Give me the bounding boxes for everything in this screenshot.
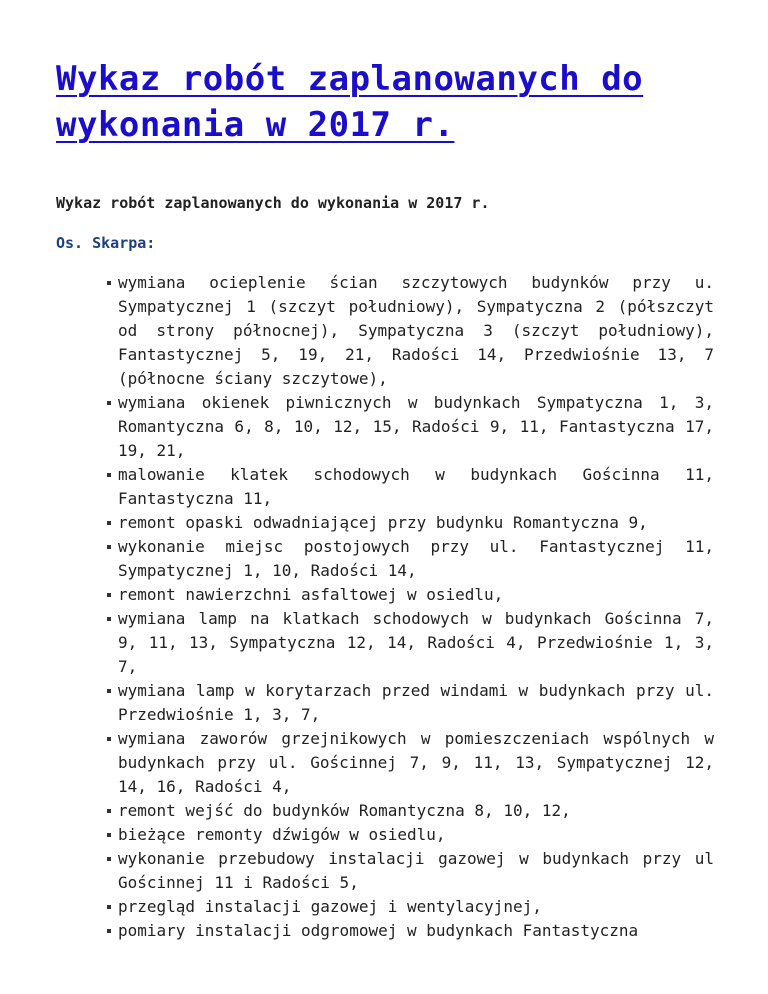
list-item: bieżące remonty dźwigów w osiedlu, bbox=[118, 823, 714, 847]
list-item: remont wejść do budynków Romantyczna 8, 10, 12, bbox=[118, 799, 714, 823]
article-subtitle: Wykaz robót zaplanowanych do wykonania w 2017 r. bbox=[56, 194, 490, 212]
list-item: pomiary instalacji odgromowej w budynkach Fantastyczna bbox=[118, 919, 714, 943]
article bbox=[56, 0, 714, 943]
list-item: wymiana lamp na klatkach schodowych w budynkach Gościnna 7, 9, 11, 13, Sympatyczna 12, 14, Radości 4, Przedwiośnie 1, 3, 7, bbox=[118, 607, 714, 679]
list-item: remont opaski odwadniającej przy budynku Romantyczna 9, bbox=[118, 511, 714, 535]
works-list bbox=[56, 271, 714, 943]
article-title-link[interactable]: Wykaz robót zaplanowanych do wykonania w 2017 r. bbox=[56, 59, 644, 145]
list-item: malowanie klatek schodowych w budynkach Gościnna 11, Fantastyczna 11, bbox=[118, 463, 714, 511]
list-item: remont nawierzchni asfaltowej w osiedlu, bbox=[118, 583, 714, 607]
list-item: wykonanie miejsc postojowych przy ul. Fantastycznej 11, Sympatycznej 1, 10, Radości 14, bbox=[118, 535, 714, 583]
list-item: wymiana zaworów grzejnikowych w pomieszczeniach wspólnych w budynkach przy ul. Gościnnej 7, 9, 11, 13, Sympatycznej 12, 14, 16, Radości 4, bbox=[118, 727, 714, 799]
section-heading: Os. Skarpa: bbox=[56, 234, 156, 252]
list-item: wymiana okienek piwnicznych w budynkach Sympatyczna 1, 3, Romantyczna 6, 8, 10, 12, 15, Radości 9, 11, Fantastyczna 17, 19, 21, bbox=[118, 391, 714, 463]
list-item: przegląd instalacji gazowej i wentylacyjnej, bbox=[118, 895, 714, 919]
list-item: wykonanie przebudowy instalacji gazowej w budynkach przy ul Gościnnej 11 i Radości 5, bbox=[118, 847, 714, 895]
list-item: wymiana ocieplenie ścian szczytowych budynków przy u. Sympatycznej 1 (szczyt południowy), Sympatyczna 2 (półszczyt od strony północnej), Sympatyczna 3 (szczyt południowy), Fantastycznej 5, 19, 21, Radości 14, Przedwiośnie 13, 7 (północne ściany szczytowe), bbox=[118, 271, 714, 391]
list-item: wymiana lamp w korytarzach przed windami w budynkach przy ul. Przedwiośnie 1, 3, 7, bbox=[118, 679, 714, 727]
